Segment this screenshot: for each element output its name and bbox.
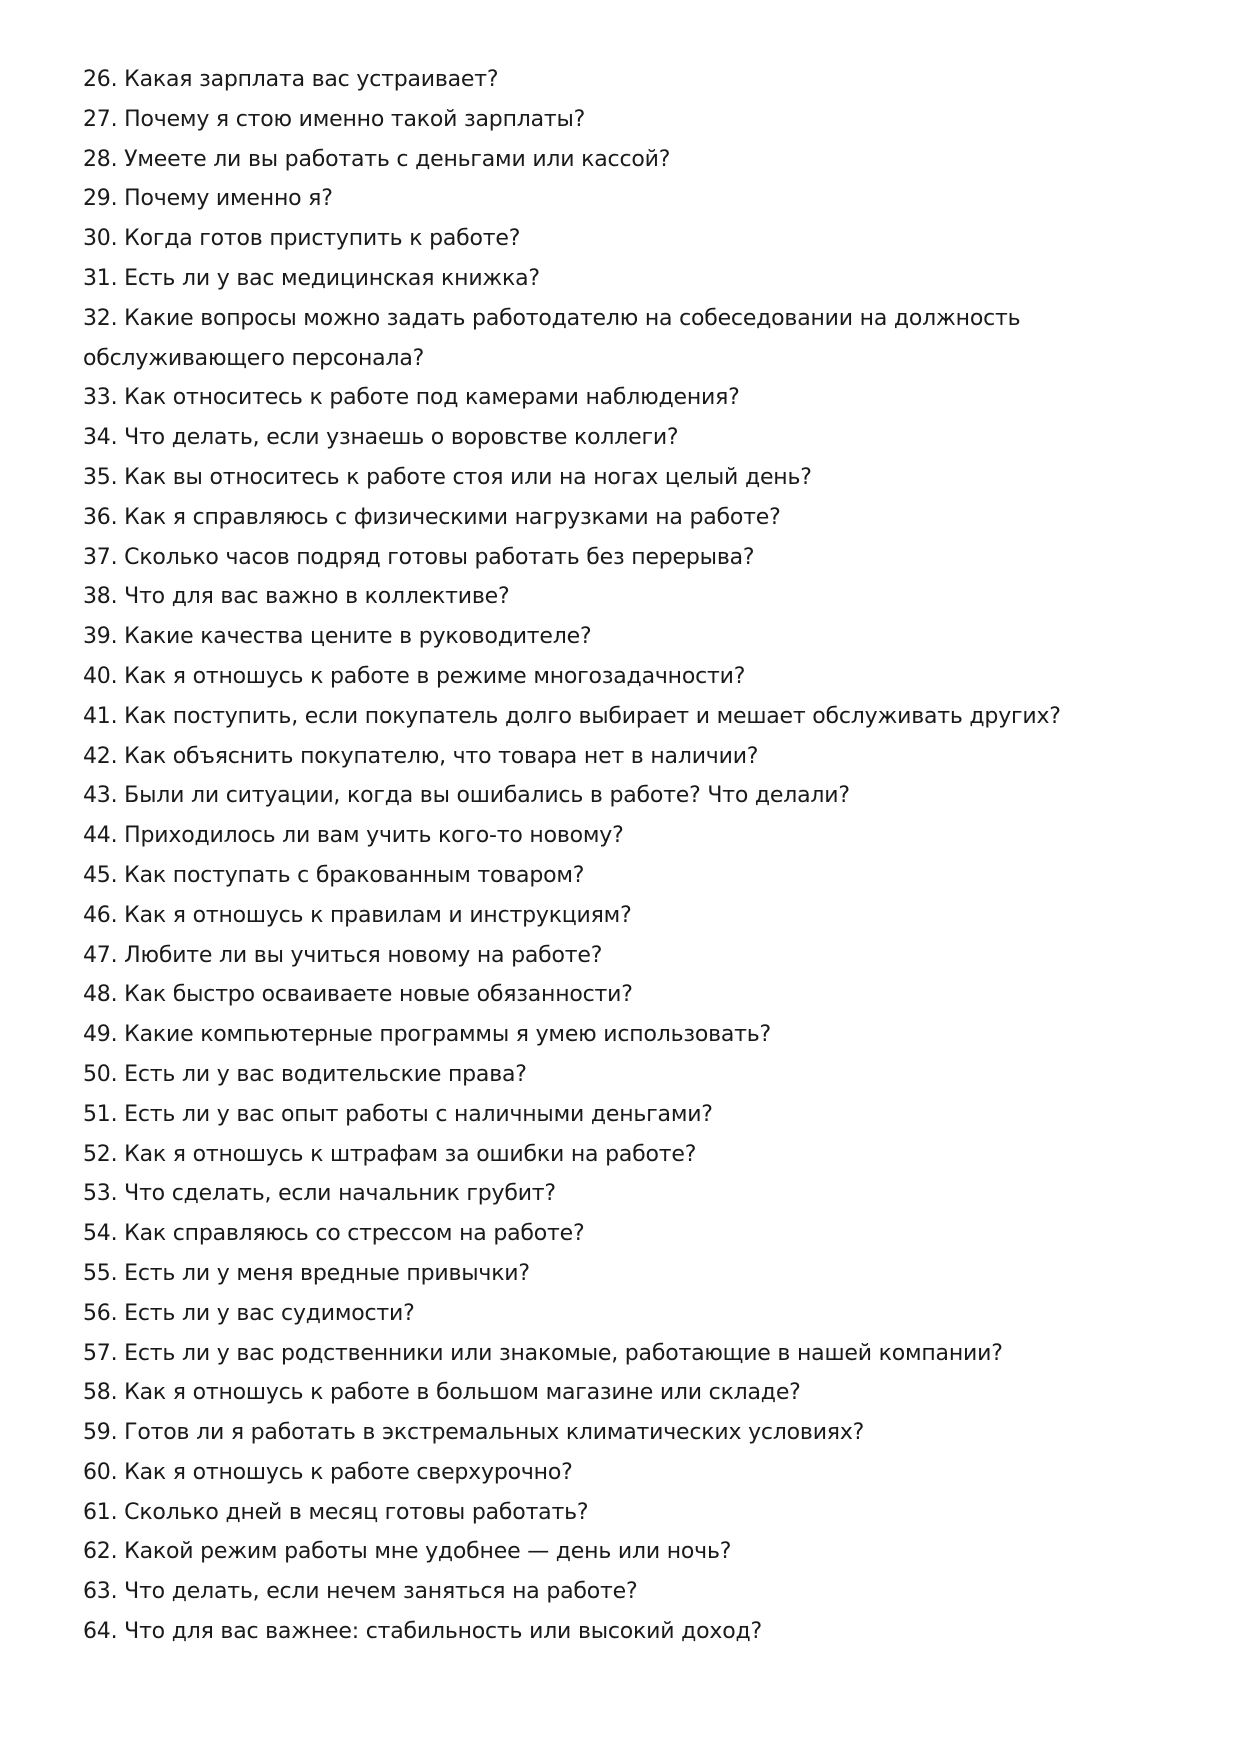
question-item: 61. Сколько дней в месяц готовы работать? (83, 1499, 589, 1525)
question-item: 55. Есть ли у меня вредные привычки? (83, 1260, 530, 1286)
question-item: 57. Есть ли у вас родственники или знакомые, работающие в нашей компании? (83, 1340, 1003, 1366)
question-item: 63. Что делать, если нечем заняться на работе? (83, 1579, 638, 1605)
question-item: 56. Есть ли у вас судимости? (83, 1300, 415, 1326)
question-item: 44. Приходилось ли вам учить кого-то новому? (83, 823, 624, 849)
question-item: 52. Как я отношусь к штрафам за ошибки на работе? (83, 1141, 697, 1167)
question-item: 31. Есть ли у вас медицинская книжка? (83, 265, 540, 291)
question-list (83, 60, 1163, 1652)
question-item: 40. Как я отношусь к работе в режиме многозадачности? (83, 663, 746, 689)
question-item: 42. Как объяснить покупателю, что товара нет в наличии? (83, 743, 759, 769)
question-item: 47. Любите ли вы учиться новому на работе? (83, 942, 603, 968)
question-item: 29. Почему именно я? (83, 186, 333, 212)
question-item: 45. Как поступать с бракованным товаром? (83, 862, 585, 888)
question-item: 58. Как я отношусь к работе в большом магазине или складе? (83, 1380, 801, 1406)
question-item: 26. Какая зарплата вас устраивает? (83, 67, 499, 92)
question-item: 36. Как я справляюсь с физическими нагрузками на работе? (83, 504, 781, 530)
question-item: 35. Как вы относитесь к работе стоя или на ногах целый день? (83, 464, 812, 490)
question-item: 30. Когда готов приступить к работе? (83, 226, 521, 252)
question-item: 37. Сколько часов подряд готовы работать без перерыва? (83, 544, 755, 570)
question-item: 28. Умеете ли вы работать с деньгами или кассой? (83, 146, 671, 172)
question-item: 53. Что сделать, если начальник грубит? (83, 1181, 556, 1207)
question-item: 27. Почему я стою именно такой зарплаты? (83, 106, 586, 132)
question-item: 54. Как справляюсь со стрессом на работе? (83, 1221, 585, 1247)
question-item: 49. Какие компьютерные программы я умею использовать? (83, 1022, 771, 1048)
question-item: 41. Как поступить, если покупатель долго выбирает и мешает обслуживать других? (83, 703, 1061, 729)
question-item: 38. Что для вас важно в коллективе? (83, 584, 510, 610)
question-item: 48. Как быстро осваиваете новые обязанности? (83, 982, 633, 1008)
question-item: 46. Как я отношусь к правилам и инструкциям? (83, 902, 632, 928)
question-item: 50. Есть ли у вас водительские права? (83, 1061, 527, 1087)
question-item: 32. Какие вопросы можно задать работодателю на собеседовании на должность обслуживающего персонала? (83, 305, 1021, 371)
question-item: 64. Что для вас важнее: стабильность или высокий доход? (83, 1619, 762, 1645)
question-item: 60. Как я отношусь к работе сверхурочно? (83, 1459, 573, 1485)
question-item: 34. Что делать, если узнаешь о воровстве коллеги? (83, 425, 679, 451)
question-item: 43. Были ли ситуации, когда вы ошибались в работе? Что делали? (83, 783, 850, 809)
question-item: 51. Есть ли у вас опыт работы с наличными деньгами? (83, 1101, 713, 1127)
question-item: 33. Как относитесь к работе под камерами наблюдения? (83, 385, 740, 411)
question-item: 62. Какой режим работы мне удобнее — день или ночь? (83, 1539, 732, 1565)
question-item: 39. Какие качества цените в руководителе? (83, 624, 592, 650)
question-item: 59. Готов ли я работать в экстремальных климатических условиях? (83, 1420, 865, 1446)
